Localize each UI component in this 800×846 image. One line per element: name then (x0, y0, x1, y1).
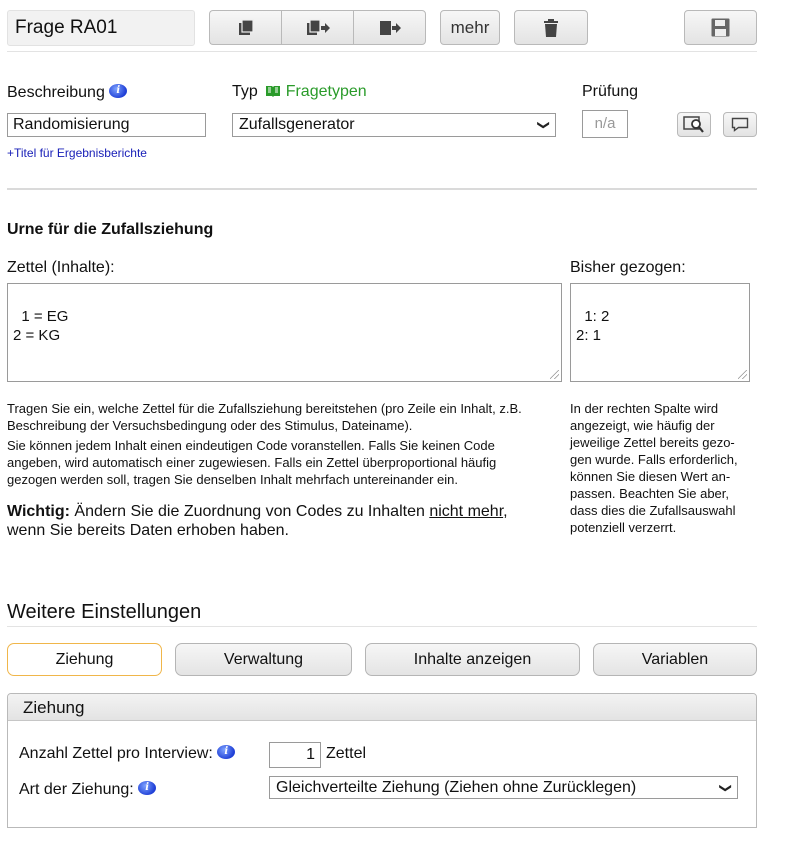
resize-handle[interactable] (550, 370, 559, 379)
tab-ziehung[interactable]: Ziehung (7, 643, 162, 676)
info-icon[interactable]: i (138, 781, 156, 795)
panel-title: Ziehung (8, 694, 756, 721)
important-note (7, 502, 547, 540)
count-label: Anzahl Zettel pro Interview: (19, 745, 213, 762)
question-type-select[interactable] (232, 113, 556, 137)
tab-verwaltung[interactable]: Verwaltung (175, 643, 352, 676)
important-text-b: , wenn Sie bereits Daten erhoben haben. (7, 503, 508, 539)
info-icon[interactable]: i (217, 745, 235, 759)
report-title-link[interactable]: +Titel für Ergebnisberichte (7, 146, 147, 160)
speech-bubble-icon (731, 117, 749, 132)
more-button[interactable]: mehr (440, 10, 500, 45)
description-input[interactable]: Randomisierung (7, 113, 206, 137)
settings-heading: Weitere Einstellungen (7, 601, 202, 623)
question-type-value: Zufallsgenerator (239, 116, 355, 133)
drawn-text: 1: 2 2: 1 (576, 308, 610, 344)
type-label: Typ (232, 83, 258, 100)
urn-heading: Urne für die Zufallsziehung (7, 221, 214, 238)
question-action-group (209, 10, 426, 45)
slips-textarea[interactable] (7, 283, 562, 382)
drawn-textarea[interactable] (570, 283, 750, 382)
draw-type-value: Gleichverteilte Ziehung (Ziehen ohne Zurücklegen) (276, 778, 637, 796)
type-label-row (232, 83, 367, 101)
description-label: Beschreibung (7, 84, 105, 101)
chevron-down-icon: ❯ (718, 782, 733, 793)
book-icon (265, 84, 281, 97)
count-input[interactable]: 1 (269, 742, 321, 768)
drawn-side-note: In der rechten Spalte wird angezeigt, wie häufig der jeweilige Zettel bereits gezo-gen wurde. Falls erforderlich, können Sie diesen Wert an-passen. Beachten Sie aber, dass dies die Zufallsauswahl potenziell verzerrt. (570, 401, 738, 535)
draw-type-label-row (19, 781, 156, 799)
copy-icon (237, 19, 255, 37)
tab-inhalte-anzeigen[interactable]: Inhalte anzeigen (365, 643, 580, 676)
info-icon[interactable]: i (109, 84, 127, 98)
slips-label: Zettel (Inhalte): (7, 259, 115, 276)
toolbar-divider (7, 51, 757, 52)
copy-button[interactable] (209, 10, 281, 45)
count-label-row (19, 745, 235, 763)
trash-icon (543, 19, 559, 37)
question-title: Frage RA01 (7, 10, 195, 46)
resize-handle[interactable] (738, 370, 747, 379)
count-unit: Zettel (326, 745, 367, 762)
check-input[interactable]: n/a (582, 110, 628, 138)
chevron-down-icon: ❯ (536, 119, 551, 131)
important-text-a: Ändern Sie die Zuordnung von Codes zu Inhalten (74, 503, 425, 520)
important-label: Wichtig: (7, 503, 70, 520)
copy-to-button[interactable] (281, 10, 353, 45)
draw-type-select[interactable] (269, 776, 738, 799)
section-divider (7, 188, 757, 190)
slips-text: 1 = EG 2 = KG (13, 308, 69, 344)
slips-help-2: Sie können jedem Inhalt einen eindeutigen Code voranstellen. Falls Sie keinen Code angeben, wird automatisch einer zugewiesen. Falls ein Zettel überproportional häufig gezogen werden soll, tragen Sie denselben Inhalt mehrfach untereinander ein. (7, 438, 497, 487)
important-underline: nicht mehr (429, 503, 504, 520)
move-button[interactable] (353, 10, 426, 45)
magnifier-icon (683, 116, 705, 133)
question-types-link[interactable]: Fragetypen (285, 83, 367, 100)
drawn-label: Bisher gezogen: (570, 259, 686, 276)
description-label-row (7, 84, 127, 102)
tab-variablen[interactable]: Variablen (593, 643, 757, 676)
comment-button[interactable] (723, 112, 757, 137)
slips-help-1: Tragen Sie ein, welche Zettel für die Zufallsziehung bereitstehen (pro Zeile ein Inhalt, z.B. Beschreibung der Versuchsbedingung oder des Stimulus, Dateiname). (7, 401, 522, 433)
copy-move-icon (305, 19, 331, 37)
draw-type-label: Art der Ziehung: (19, 781, 134, 798)
preview-button[interactable] (677, 112, 711, 137)
save-button[interactable] (684, 10, 757, 45)
settings-divider (7, 626, 757, 627)
move-icon (377, 19, 403, 37)
save-icon (711, 18, 730, 37)
delete-button[interactable] (514, 10, 588, 45)
check-label: Prüfung (582, 83, 639, 100)
